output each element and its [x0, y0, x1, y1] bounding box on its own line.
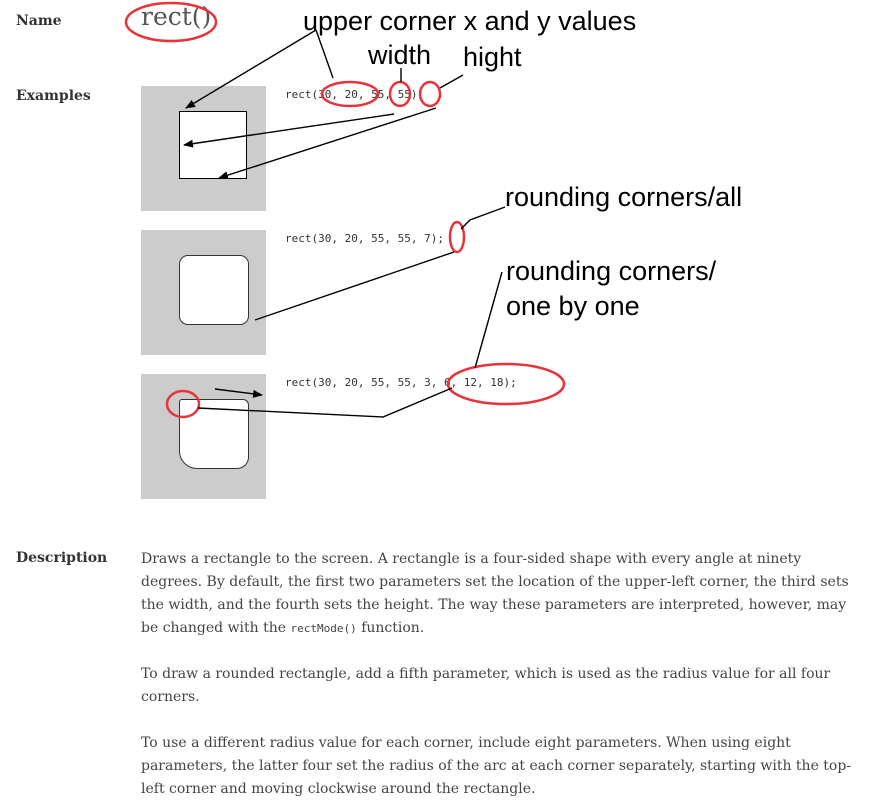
- description-paragraph-1: [141, 548, 866, 640]
- width-circle: [390, 82, 410, 106]
- examples-label: Examples: [16, 88, 91, 104]
- annotation-width: width: [368, 40, 432, 70]
- pointer-height: [440, 75, 463, 88]
- corner-circle: [167, 391, 199, 417]
- height-circle: [420, 82, 440, 106]
- description-paragraph-2: To draw a rounded rectangle, add a fifth parameter, which is used as the radius value for all four corners.: [141, 666, 831, 705]
- arrow-to-height: [219, 108, 436, 178]
- radii-circle: [448, 364, 564, 404]
- annotation-rounding-one-line1: rounding corners/: [506, 256, 717, 286]
- arrow-to-corner: [186, 30, 316, 108]
- description-text: [141, 548, 866, 801]
- title-circle: [126, 3, 216, 41]
- pointer-xy: [316, 30, 333, 78]
- annotation-upper-corner: upper corner x and y values: [303, 6, 637, 36]
- description-p1-end: function.: [356, 620, 425, 636]
- description-paragraph-3: To use a different radius value for each corner, include eight parameters. When using eight parameters, the latter four set the radius of the arc at each corner separately, starting with the top-left corner and moving clockwise around the rectangle.: [141, 735, 852, 797]
- pointer-rounding-all: [461, 207, 505, 229]
- example-code-2: rect(30, 20, 55, 55, 7);: [285, 232, 444, 245]
- radius-circle: [450, 222, 464, 252]
- xy-circle: [322, 82, 378, 106]
- annotation-rounding-all: rounding corners/all: [505, 182, 743, 212]
- description-p1-text: Draws a rectangle to the screen. A rectangle is a four-sided shape with every angle at ninety degrees. By default, the first two parameters set the location of the upper-left corner, the third sets the width, and the fourth sets the height. The way these parameters are interpreted, however, may be changed with the: [141, 551, 849, 636]
- arrow-corner-direction: [215, 389, 262, 395]
- pointer-rounding-one: [475, 272, 502, 368]
- rectmode-link[interactable]: rectMode(): [290, 622, 357, 635]
- page-title: rect(): [141, 2, 212, 31]
- name-label: Name: [16, 13, 62, 29]
- pointer-rounding-all-shape: [255, 252, 454, 320]
- example-code-1: rect(30, 20, 55, 55);: [285, 88, 425, 101]
- description-label: Description: [16, 550, 108, 566]
- annotation-height: hight: [463, 42, 522, 72]
- arrow-to-width: [184, 114, 394, 145]
- annotation-rounding-one-line2: one by one: [506, 291, 640, 321]
- example-code-3: rect(30, 20, 55, 55, 3, 6, 12, 18);: [285, 376, 517, 389]
